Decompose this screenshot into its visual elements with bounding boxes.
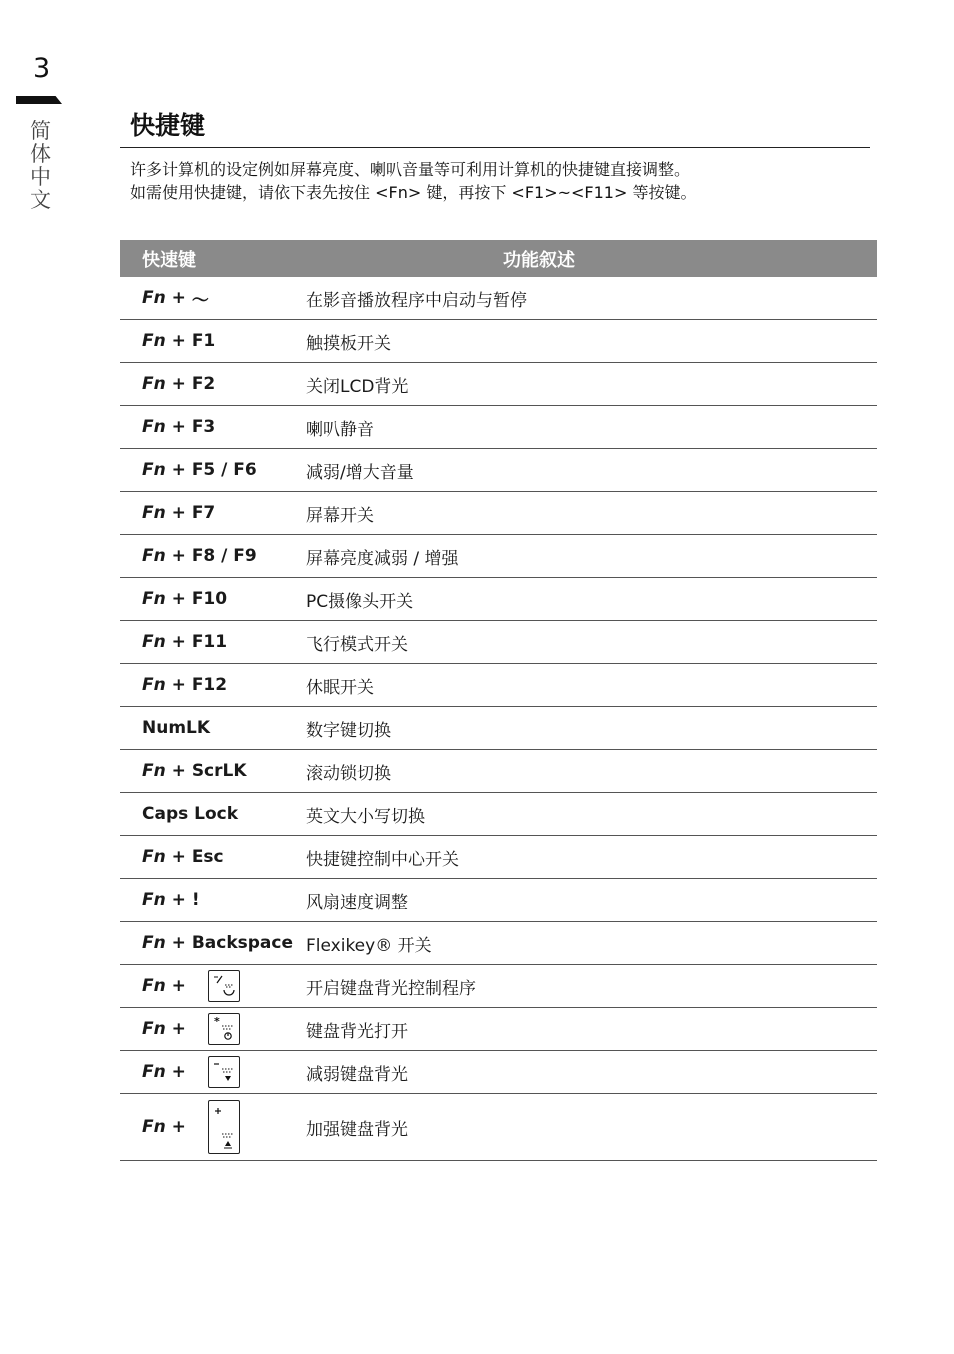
fn-key-label: Fn bbox=[142, 374, 166, 394]
table-row bbox=[120, 363, 877, 406]
table-row bbox=[120, 879, 877, 922]
hotkey-combo bbox=[120, 503, 306, 523]
table-row bbox=[120, 793, 877, 836]
plus-separator: + bbox=[165, 546, 192, 566]
plus-separator: + bbox=[165, 675, 192, 695]
fn-key-label: Fn bbox=[142, 331, 166, 351]
backlight-decrease-key-icon bbox=[208, 1056, 240, 1088]
fn-key-label: Fn bbox=[142, 1117, 166, 1137]
fn-key-label: Fn bbox=[142, 890, 166, 910]
function-description: 滚动锁切换 bbox=[306, 763, 391, 784]
table-row bbox=[120, 664, 877, 707]
key-label: Caps Lock bbox=[142, 804, 239, 824]
intro-paragraph bbox=[130, 158, 696, 204]
side-language-label bbox=[30, 120, 52, 212]
key-label: Esc bbox=[191, 847, 224, 867]
key-label: F10 bbox=[191, 589, 228, 609]
plus-separator: + bbox=[165, 976, 186, 996]
function-description: 关闭LCD背光 bbox=[306, 376, 409, 397]
fn-key-label: Fn bbox=[142, 460, 166, 480]
fn-key-label: Fn bbox=[142, 847, 166, 867]
hotkey-combo bbox=[120, 761, 306, 781]
hotkey-combo bbox=[120, 890, 306, 910]
function-description: 喇叭静音 bbox=[306, 419, 374, 440]
plus-separator: + bbox=[165, 632, 192, 652]
key-label: Backspace bbox=[191, 933, 293, 953]
function-description: 键盘背光打开 bbox=[306, 1021, 408, 1042]
hotkey-combo bbox=[120, 417, 306, 437]
table-row bbox=[120, 406, 877, 449]
section-title: 快捷键 bbox=[130, 111, 206, 140]
hotkey-combo bbox=[120, 804, 306, 824]
function-description: 风扇速度调整 bbox=[306, 892, 408, 913]
function-description: 加强键盘背光 bbox=[306, 1119, 408, 1140]
hotkey-combo bbox=[120, 970, 306, 1002]
table-row bbox=[120, 922, 877, 965]
key-label: ! bbox=[191, 890, 200, 910]
hotkey-combo bbox=[120, 589, 306, 609]
intro-line: 如需使用快捷键，请依下表先按住 <Fn> 键，再按下 <F1>~<F11> 等按键。 bbox=[130, 183, 697, 202]
fn-key-label: Fn bbox=[142, 503, 166, 523]
header-function: 功能叙述 bbox=[503, 249, 575, 271]
hotkey-combo bbox=[120, 374, 306, 394]
table-row bbox=[120, 320, 877, 363]
table-row bbox=[120, 1051, 877, 1094]
fn-key-label: Fn bbox=[142, 1062, 166, 1082]
fn-key-label: Fn bbox=[142, 589, 166, 609]
plus-separator: + bbox=[165, 288, 192, 308]
language-char: 体 bbox=[30, 142, 51, 166]
header-key: 快速键 bbox=[142, 249, 196, 271]
plus-separator: + bbox=[165, 417, 192, 437]
plus-separator: + bbox=[165, 933, 192, 953]
plus-separator: + bbox=[165, 890, 192, 910]
plus-separator: + bbox=[165, 503, 192, 523]
hotkey-combo bbox=[120, 1013, 306, 1045]
key-label: F7 bbox=[191, 503, 216, 523]
function-description: 快捷键控制中心开关 bbox=[306, 849, 459, 870]
table-row bbox=[120, 492, 877, 535]
language-char: 文 bbox=[30, 188, 51, 212]
hotkey-combo bbox=[120, 460, 306, 480]
function-description: 飞行模式开关 bbox=[306, 634, 408, 655]
table-row bbox=[120, 707, 877, 750]
hotkey-combo bbox=[120, 1100, 306, 1154]
hotkey-table bbox=[120, 240, 877, 1161]
function-description: 休眠开关 bbox=[306, 677, 374, 698]
table-header bbox=[120, 240, 877, 277]
page-number: 3 bbox=[33, 53, 51, 84]
hotkey-combo bbox=[120, 286, 306, 311]
hotkey-combo bbox=[120, 718, 306, 738]
title-divider bbox=[120, 147, 870, 148]
hotkey-combo bbox=[120, 1056, 306, 1088]
fn-key-label: Fn bbox=[142, 288, 166, 308]
function-description: 英文大小写切换 bbox=[306, 806, 425, 827]
backlight-on-key-icon bbox=[208, 1013, 240, 1045]
function-description: PC摄像头开关 bbox=[306, 591, 414, 612]
key-label: F5 / F6 bbox=[191, 460, 257, 480]
fn-key-label: Fn bbox=[142, 632, 166, 652]
plus-separator: + bbox=[165, 1117, 186, 1137]
hotkey-combo bbox=[120, 546, 306, 566]
plus-separator: + bbox=[165, 331, 192, 351]
function-description: 开启键盘背光控制程序 bbox=[306, 978, 476, 999]
language-char: 中 bbox=[30, 165, 51, 189]
table-row bbox=[120, 277, 877, 320]
hotkey-combo bbox=[120, 331, 306, 351]
hotkey-combo bbox=[120, 847, 306, 867]
plus-separator: + bbox=[165, 589, 192, 609]
fn-key-label: Fn bbox=[142, 761, 166, 781]
table-row bbox=[120, 750, 877, 793]
fn-key-label: Fn bbox=[142, 1019, 166, 1039]
fn-key-label: Fn bbox=[142, 417, 166, 437]
key-label: F8 / F9 bbox=[191, 546, 257, 566]
backlight-increase-key-icon bbox=[208, 1100, 240, 1154]
plus-separator: + bbox=[165, 1019, 186, 1039]
function-description: 屏幕开关 bbox=[306, 505, 374, 526]
key-label: ScrLK bbox=[191, 761, 247, 781]
table-row bbox=[120, 1008, 877, 1051]
key-label: F3 bbox=[191, 417, 216, 437]
plus-separator: + bbox=[165, 374, 192, 394]
function-description: 触摸板开关 bbox=[306, 333, 391, 354]
table-row bbox=[120, 449, 877, 492]
language-char: 简 bbox=[30, 119, 51, 143]
fn-key-label: Fn bbox=[142, 546, 166, 566]
function-description: 在影音播放程序中启动与暂停 bbox=[306, 290, 527, 311]
plus-separator: + bbox=[165, 761, 192, 781]
fn-key-label: Fn bbox=[142, 933, 166, 953]
key-label: F2 bbox=[191, 374, 216, 394]
function-description: 数字键切换 bbox=[306, 720, 391, 741]
key-label: F11 bbox=[191, 632, 228, 652]
table-row bbox=[120, 535, 877, 578]
plus-separator: + bbox=[165, 460, 192, 480]
fn-key-label: Fn bbox=[142, 976, 166, 996]
plus-separator: + bbox=[165, 1062, 186, 1082]
function-description: Flexikey® 开关 bbox=[306, 935, 432, 956]
hotkey-combo bbox=[120, 933, 306, 953]
table-row bbox=[120, 578, 877, 621]
svg-text:*: * bbox=[213, 1015, 220, 1028]
key-label: F12 bbox=[191, 675, 228, 695]
key-label: F1 bbox=[191, 331, 216, 351]
intro-line: 许多计算机的设定例如屏幕亮度、喇叭音量等可利用计算机的快捷键直接调整。 bbox=[130, 160, 691, 179]
side-tab-bar bbox=[16, 96, 62, 104]
hotkey-combo bbox=[120, 632, 306, 652]
backlight-toggle-key-icon bbox=[208, 970, 240, 1002]
key-label: 〜 bbox=[191, 290, 209, 311]
fn-key-label: Fn bbox=[142, 675, 166, 695]
function-description: 减弱/增大音量 bbox=[306, 462, 414, 483]
plus-separator: + bbox=[165, 847, 192, 867]
function-description: 屏幕亮度减弱 / 增强 bbox=[306, 548, 459, 569]
table-row bbox=[120, 1094, 877, 1161]
key-label: NumLK bbox=[142, 718, 211, 738]
table-row bbox=[120, 836, 877, 879]
table-row bbox=[120, 965, 877, 1008]
table-row bbox=[120, 621, 877, 664]
function-description: 减弱键盘背光 bbox=[306, 1064, 408, 1085]
hotkey-combo bbox=[120, 675, 306, 695]
